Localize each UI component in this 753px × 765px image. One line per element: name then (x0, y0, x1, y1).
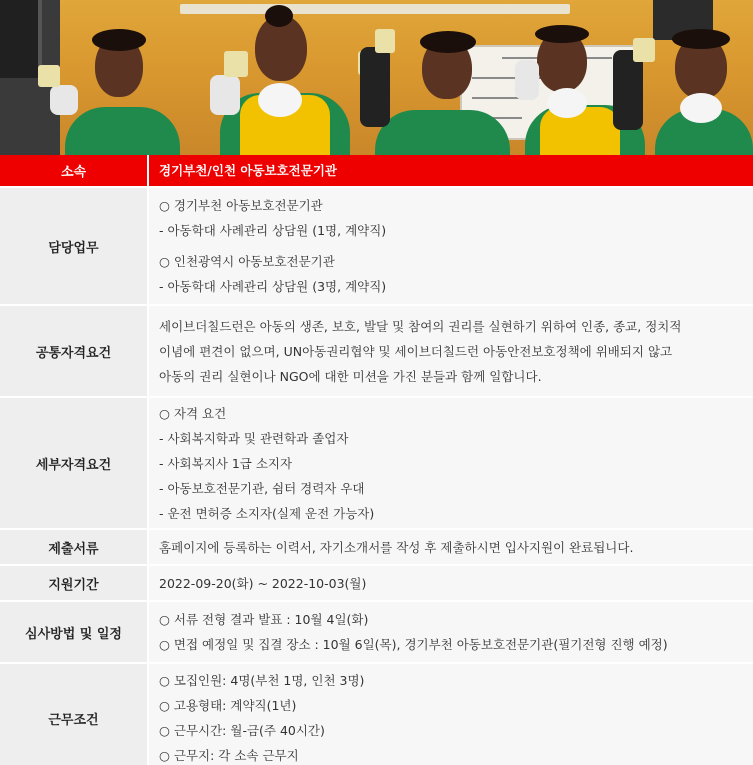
period-value: 2022-09-20(화) ~ 2022-10-03(월) (148, 565, 753, 601)
detail-line: - 사회복지학과 및 관련학과 졸업자 (159, 430, 349, 446)
detail-value (148, 397, 753, 529)
hero-window (0, 0, 42, 78)
common-line: 세이브더칠드런은 아동의 생존, 보호, 발달 및 참여의 권리를 실현하기 위하여 인종, 종교, 정치적 (159, 318, 682, 334)
period-label: 지원기간 (0, 565, 148, 601)
child-figure (515, 30, 645, 155)
row-conditions (0, 663, 753, 765)
conditions-line: ○ 모집인원: 4명(부천 1명, 인천 3명) (159, 673, 365, 688)
review-line: ○ 서류 전형 결과 발표 : 10월 4일(화) (159, 612, 369, 627)
child-figure (210, 5, 350, 155)
child-figure (50, 35, 180, 155)
review-line: ○ 면접 예정일 및 집결 장소 : 10월 6일(목), 경기부천 아동보호전문기관(필기전형 진행 예정) (159, 637, 668, 652)
conditions-label: 근무조건 (0, 663, 148, 765)
hero-photo (0, 0, 753, 155)
review-value (148, 601, 753, 663)
duty-label: 담당업무 (0, 187, 148, 305)
detail-line: - 아동보호전문기관, 쉼터 경력자 우대 (159, 480, 365, 496)
row-period (0, 565, 753, 601)
header-value: 경기부천/인천 아동보호전문기관 (148, 155, 753, 187)
row-duty (0, 187, 753, 305)
row-detail-requirements (0, 397, 753, 529)
detail-line: - 사회복지사 1급 소지자 (159, 455, 293, 471)
common-label: 공통자격요건 (0, 305, 148, 397)
duty-line: ○ 경기부천 아동보호전문기관 (159, 198, 323, 213)
detail-line: - 운전 면허증 소지자(실제 운전 가능자) (159, 505, 375, 521)
child-figure (650, 35, 753, 155)
common-line: 이념에 편견이 없으며, UN아동권리협약 및 세이브더칠드런 아동안전보호정책에 위배되지 않고 (159, 343, 673, 359)
duty-value (148, 187, 753, 305)
row-common-requirements (0, 305, 753, 397)
documents-label: 제출서류 (0, 529, 148, 565)
duty-line: ○ 인천광역시 아동보호전문기관 (159, 254, 335, 269)
row-review (0, 601, 753, 663)
common-line: 아동의 권리 실현이나 NGO에 대한 미션을 가진 분들과 함께 일합니다. (159, 368, 542, 384)
review-label: 심사방법 및 일정 (0, 601, 148, 663)
common-value (148, 305, 753, 397)
documents-value: 홈페이지에 등록하는 이력서, 자기소개서를 작성 후 제출하시면 입사지원이 완료됩니다. (148, 529, 753, 565)
table-header-row (0, 155, 753, 187)
conditions-line: ○ 고용형태: 계약직(1년) (159, 698, 297, 713)
detail-label: 세부자격요건 (0, 397, 148, 529)
duty-line: - 아동학대 사례관리 상담원 (1명, 계약직) (159, 223, 387, 238)
conditions-line: ○ 근무지: 각 소속 근무지 (159, 748, 299, 763)
child-figure (360, 37, 510, 155)
row-documents (0, 529, 753, 565)
recruitment-info-table (0, 155, 753, 765)
detail-line: ○ 자격 요건 (159, 405, 227, 421)
header-label: 소속 (0, 155, 148, 187)
conditions-value (148, 663, 753, 765)
duty-line: - 아동학대 사례관리 상담원 (3명, 계약직) (159, 279, 387, 294)
conditions-line: ○ 근무시간: 월-금(주 40시간) (159, 723, 325, 738)
